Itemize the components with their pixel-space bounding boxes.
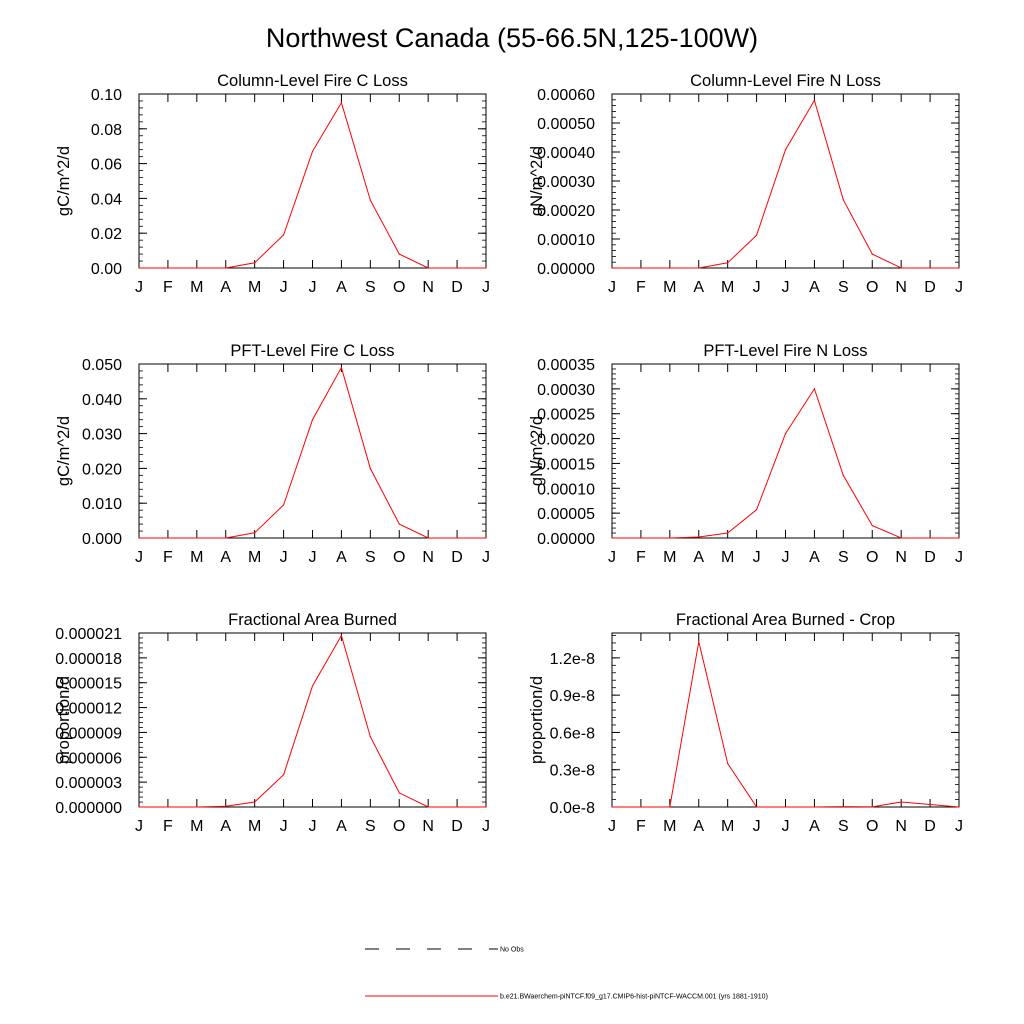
x-tick-label: O xyxy=(866,549,879,566)
x-tick-label: J xyxy=(752,818,761,835)
x-tick-label: J xyxy=(482,549,490,566)
chart-panel-6 xyxy=(528,611,963,835)
y-tick-label: 0.000021 xyxy=(55,626,122,643)
data-point xyxy=(669,537,670,538)
y-tick-label: 0.06 xyxy=(90,156,122,174)
x-tick-label: J xyxy=(279,549,288,566)
data-point xyxy=(341,367,342,368)
x-tick-label: J xyxy=(279,279,288,296)
data-point xyxy=(254,532,255,533)
x-tick-label: A xyxy=(693,818,705,835)
data-point xyxy=(485,537,486,538)
y-tick-label: 0.030 xyxy=(81,426,122,444)
x-tick-label: M xyxy=(721,279,735,296)
data-point xyxy=(341,635,342,636)
data-point xyxy=(727,262,728,263)
data-point xyxy=(929,267,930,268)
data-point xyxy=(428,806,429,807)
x-tick-label: J xyxy=(955,549,963,566)
x-tick-label: J xyxy=(955,279,963,296)
x-tick-label: S xyxy=(837,549,849,566)
x-tick-label: A xyxy=(809,549,820,566)
data-point xyxy=(640,537,641,538)
x-tick-label: D xyxy=(451,549,463,566)
x-tick-label: J xyxy=(781,549,790,566)
panel-title: PFT-Level Fire N Loss xyxy=(703,342,868,360)
y-tick-label: 0.00040 xyxy=(537,145,595,162)
y-tick-label: 0.020 xyxy=(81,461,122,479)
data-point xyxy=(370,200,371,201)
chart-panel-3 xyxy=(55,342,490,566)
x-tick-label: N xyxy=(895,549,907,566)
x-tick-label: N xyxy=(422,549,434,566)
data-point xyxy=(872,525,873,526)
y-tick-label: 0.6e-8 xyxy=(549,725,595,743)
legend-label-model: b.e21.BWaerchem-piNTCF.f09_g17.CMIP6-hist-piNTCF-WACCM.001 (yrs 1881-1910) xyxy=(500,993,768,1001)
data-point xyxy=(843,199,844,200)
x-tick-label: J xyxy=(608,549,616,566)
y-tick-label: 1.2e-8 xyxy=(549,650,595,668)
data-point xyxy=(669,806,670,807)
x-tick-label: O xyxy=(866,818,879,835)
x-tick-label: M xyxy=(190,279,204,296)
x-tick-label: M xyxy=(663,818,677,835)
x-tick-label: M xyxy=(721,549,735,566)
legend-label-no-obs: No Obs xyxy=(500,946,524,954)
y-tick-label: 0.00060 xyxy=(537,87,595,104)
x-tick-label: S xyxy=(364,279,376,296)
y-tick-label: 0.04 xyxy=(90,191,122,209)
x-tick-label: F xyxy=(636,818,646,835)
plot-frame xyxy=(612,364,959,538)
data-point xyxy=(669,267,670,268)
data-point xyxy=(167,267,168,268)
plot-frame xyxy=(612,633,959,807)
data-point xyxy=(901,801,902,802)
panel-title: Fractional Area Burned xyxy=(228,611,397,629)
x-tick-label: J xyxy=(608,279,616,296)
x-tick-label: F xyxy=(163,279,173,296)
x-tick-label: J xyxy=(752,549,761,566)
y-tick-label: 0.000000 xyxy=(55,800,122,817)
x-tick-label: J xyxy=(955,818,963,835)
y-tick-label: 0.00010 xyxy=(537,481,595,499)
series-line xyxy=(612,642,959,807)
y-tick-label: 0.00 xyxy=(90,261,122,278)
x-tick-label: S xyxy=(837,818,849,835)
x-tick-label: D xyxy=(451,279,463,296)
x-tick-label: D xyxy=(924,549,936,566)
data-point xyxy=(929,804,930,805)
data-point xyxy=(456,806,457,807)
y-tick-label: 0.000015 xyxy=(55,675,122,693)
y-tick-label: 0.02 xyxy=(90,226,122,244)
data-point xyxy=(283,504,284,505)
data-point xyxy=(872,253,873,254)
x-tick-label: F xyxy=(163,818,173,835)
data-point xyxy=(727,532,728,533)
panel-title: Column-Level Fire N Loss xyxy=(690,72,881,90)
x-tick-label: A xyxy=(220,549,232,566)
x-tick-label: A xyxy=(693,279,705,296)
data-point xyxy=(456,267,457,268)
x-tick-label: S xyxy=(837,279,849,296)
data-point xyxy=(312,151,313,152)
data-point xyxy=(698,267,699,268)
x-tick-label: A xyxy=(809,279,820,296)
y-tick-label: 0.000003 xyxy=(55,775,122,793)
x-tick-label: A xyxy=(220,279,232,296)
x-tick-label: J xyxy=(781,818,790,835)
data-point xyxy=(756,806,757,807)
data-point xyxy=(958,537,959,538)
data-point xyxy=(485,806,486,807)
x-tick-label: F xyxy=(636,279,646,296)
data-point xyxy=(399,523,400,524)
x-tick-label: J xyxy=(482,818,490,835)
x-tick-label: M xyxy=(663,549,677,566)
series-line xyxy=(139,368,486,539)
data-point xyxy=(929,537,930,538)
x-tick-label: S xyxy=(364,818,376,835)
data-point xyxy=(698,536,699,537)
panel-title: Column-Level Fire C Loss xyxy=(217,72,408,90)
data-point xyxy=(167,537,168,538)
y-tick-label: 0.00030 xyxy=(537,381,595,399)
x-tick-label: J xyxy=(135,549,143,566)
legend xyxy=(365,947,768,1001)
x-tick-label: O xyxy=(866,279,879,296)
data-point xyxy=(958,806,959,807)
x-tick-label: F xyxy=(163,549,173,566)
y-tick-label: 0.000018 xyxy=(55,650,122,668)
x-tick-label: D xyxy=(924,279,936,296)
x-tick-label: A xyxy=(336,549,347,566)
series-line xyxy=(612,100,959,268)
data-point xyxy=(456,537,457,538)
panel-title: Fractional Area Burned - Crop xyxy=(675,611,896,629)
y-tick-label: 0.000012 xyxy=(55,700,122,718)
data-point xyxy=(399,253,400,254)
x-tick-label: M xyxy=(248,549,262,566)
y-tick-label: 0.000009 xyxy=(55,725,122,743)
x-tick-label: M xyxy=(721,818,735,835)
data-point xyxy=(611,537,612,538)
data-point xyxy=(814,100,815,101)
data-point xyxy=(958,267,959,268)
plot-frame xyxy=(139,364,486,538)
x-tick-label: N xyxy=(895,818,907,835)
data-point xyxy=(225,537,226,538)
data-point xyxy=(814,806,815,807)
y-axis-label: gC/m^2/d xyxy=(55,145,73,217)
data-point xyxy=(370,468,371,469)
x-tick-label: N xyxy=(422,279,434,296)
data-point xyxy=(901,537,902,538)
x-tick-label: M xyxy=(190,818,204,835)
y-axis-label: gN/m^2/d xyxy=(528,145,546,217)
y-tick-label: 0.00015 xyxy=(537,456,595,474)
data-point xyxy=(814,388,815,389)
chart-panel-4 xyxy=(528,342,963,566)
x-tick-label: J xyxy=(135,279,143,296)
x-tick-label: J xyxy=(482,279,490,296)
data-point xyxy=(167,806,168,807)
chart-panel-5 xyxy=(55,611,490,835)
x-tick-label: O xyxy=(393,549,406,566)
data-point xyxy=(485,267,486,268)
y-tick-label: 0.050 xyxy=(81,357,122,374)
x-tick-label: N xyxy=(422,818,434,835)
data-point xyxy=(370,736,371,737)
x-tick-label: M xyxy=(663,279,677,296)
chart-panel-1 xyxy=(55,72,490,296)
x-tick-label: N xyxy=(895,279,907,296)
data-point xyxy=(611,806,612,807)
series-line xyxy=(139,103,486,268)
y-tick-label: 0.000 xyxy=(81,531,122,548)
y-tick-label: 0.00005 xyxy=(537,506,595,524)
x-tick-label: O xyxy=(393,818,406,835)
data-point xyxy=(785,806,786,807)
plot-frame xyxy=(139,633,486,807)
x-tick-label: F xyxy=(636,549,646,566)
y-tick-label: 0.00050 xyxy=(537,116,595,133)
x-tick-label: A xyxy=(809,818,820,835)
x-tick-label: M xyxy=(190,549,204,566)
data-point xyxy=(756,509,757,510)
x-tick-label: J xyxy=(308,279,317,296)
data-point xyxy=(312,685,313,686)
data-point xyxy=(283,774,284,775)
data-point xyxy=(138,537,139,538)
y-tick-label: 0.00020 xyxy=(537,203,595,220)
x-tick-label: D xyxy=(451,818,463,835)
series-line xyxy=(139,636,486,808)
x-tick-label: A xyxy=(336,818,347,835)
plot-frame xyxy=(612,94,959,268)
y-tick-label: 0.00010 xyxy=(537,232,595,249)
x-tick-label: J xyxy=(608,818,616,835)
x-tick-label: J xyxy=(752,279,761,296)
chart-panel-2 xyxy=(528,72,963,296)
x-tick-label: J xyxy=(308,549,317,566)
y-tick-label: 0.9e-8 xyxy=(549,688,595,706)
data-point xyxy=(196,806,197,807)
y-tick-label: 0.0e-8 xyxy=(549,800,595,817)
y-tick-label: 0.00020 xyxy=(537,431,595,449)
y-tick-label: 0.010 xyxy=(81,496,122,514)
x-tick-label: A xyxy=(693,549,705,566)
x-tick-label: J xyxy=(308,818,317,835)
data-point xyxy=(138,806,139,807)
x-tick-label: J xyxy=(781,279,790,296)
data-point xyxy=(225,806,226,807)
data-point xyxy=(225,267,226,268)
series-line xyxy=(612,389,959,538)
data-point xyxy=(640,267,641,268)
data-point xyxy=(312,419,313,420)
y-tick-label: 0.3e-8 xyxy=(549,762,595,780)
data-point xyxy=(341,102,342,103)
x-tick-label: O xyxy=(393,279,406,296)
data-point xyxy=(756,235,757,236)
data-point xyxy=(399,792,400,793)
x-tick-label: M xyxy=(248,279,262,296)
panel-title: PFT-Level Fire C Loss xyxy=(230,342,395,360)
data-point xyxy=(785,433,786,434)
x-tick-label: A xyxy=(336,279,347,296)
data-point xyxy=(254,262,255,263)
data-point xyxy=(785,149,786,150)
y-tick-label: 0.10 xyxy=(90,87,122,104)
y-tick-label: 0.00030 xyxy=(537,174,595,191)
x-tick-label: M xyxy=(248,818,262,835)
data-point xyxy=(727,763,728,764)
y-tick-label: 0.00000 xyxy=(537,531,595,548)
figure-title: Northwest Canada (55-66.5N,125-100W) xyxy=(265,23,759,53)
data-point xyxy=(843,806,844,807)
y-tick-label: 0.00000 xyxy=(537,261,595,278)
data-point xyxy=(138,267,139,268)
data-point xyxy=(254,801,255,802)
data-point xyxy=(698,641,699,642)
data-point xyxy=(196,267,197,268)
x-tick-label: A xyxy=(220,818,232,835)
panels xyxy=(55,72,963,835)
y-axis-label: proportion/d xyxy=(528,675,546,765)
x-tick-label: S xyxy=(364,549,376,566)
plot-frame xyxy=(139,94,486,268)
y-tick-label: 0.040 xyxy=(81,391,122,409)
data-point xyxy=(872,806,873,807)
y-axis-label: proportion/d xyxy=(55,675,73,765)
data-point xyxy=(611,267,612,268)
x-tick-label: J xyxy=(135,818,143,835)
x-tick-label: D xyxy=(924,818,936,835)
y-tick-label: 0.000006 xyxy=(55,750,122,768)
data-point xyxy=(640,806,641,807)
y-tick-label: 0.00025 xyxy=(537,406,595,424)
y-tick-label: 0.00035 xyxy=(537,357,595,374)
data-point xyxy=(428,537,429,538)
data-point xyxy=(196,537,197,538)
x-tick-label: J xyxy=(279,818,288,835)
y-axis-label: gC/m^2/d xyxy=(55,415,73,487)
data-point xyxy=(428,267,429,268)
data-point xyxy=(901,267,902,268)
y-tick-label: 0.08 xyxy=(90,121,122,139)
y-axis-label: gN/m^2/d xyxy=(528,415,546,487)
data-point xyxy=(843,475,844,476)
data-point xyxy=(283,234,284,235)
